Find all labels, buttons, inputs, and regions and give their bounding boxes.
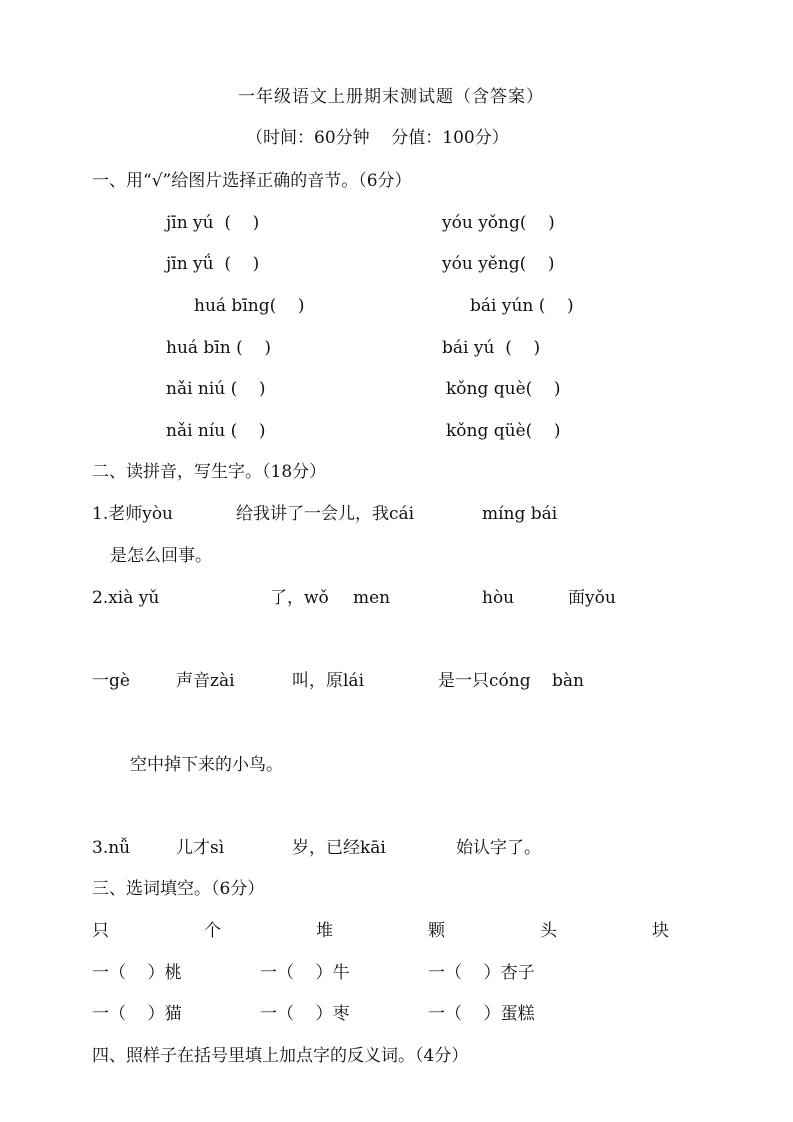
question-1-text: míng bái — [482, 504, 558, 524]
section-2-heading: 二、读拼音，写生字。（18分） — [92, 462, 327, 482]
pinyin-option: jīn yǘ ( ) — [166, 254, 260, 274]
section-4-heading: 四、照样子在括号里填上加点字的反义词。（4分） — [92, 1046, 469, 1066]
pinyin-option: huá bīng( ) — [194, 296, 305, 316]
pinyin-option: nǎi níu ( ) — [166, 421, 266, 441]
pinyin-option: yóu yěng( ) — [442, 254, 555, 274]
section-1-heading: 一、用“√”给图片选择正确的音节。（6分） — [92, 171, 412, 191]
word-choice: 只 — [92, 921, 109, 941]
fill-blank-item: 一（ ）桃 — [92, 963, 182, 983]
question-3-text: 儿才sì — [176, 838, 225, 858]
question-2-text: hòu — [482, 588, 515, 608]
fill-blank-item: 一（ ）猫 — [92, 1004, 182, 1024]
page-title: 一年级语文上册期末测试题（含答案） — [238, 87, 544, 107]
question-1-text: 1.老师yòu — [92, 504, 174, 524]
pinyin-option: nǎi niú ( ) — [166, 379, 266, 399]
question-2-text: 一gè — [92, 671, 130, 691]
question-2-text: 是一只cóng — [438, 671, 531, 691]
fill-blank-item: 一（ ）牛 — [260, 963, 350, 983]
question-1-text: 是怎么回事。 — [110, 546, 212, 566]
word-choice: 颗 — [428, 921, 445, 941]
section-3-heading: 三、选词填空。（6分） — [92, 879, 265, 899]
pinyin-option: kǒng què( ) — [446, 379, 561, 399]
question-3-text: 岁，已经kāi — [292, 838, 386, 858]
question-2-text: bàn — [552, 671, 584, 691]
word-choice: 堆 — [316, 921, 333, 941]
fill-blank-item: 一（ ）杏子 — [428, 963, 535, 983]
question-2-text: 了，wǒ — [270, 588, 329, 608]
pinyin-option: huá bīn ( ) — [166, 338, 271, 358]
word-choice: 头 — [540, 921, 557, 941]
question-2-text: 空中掉下来的小鸟。 — [130, 755, 283, 775]
fill-blank-item: 一（ ）枣 — [260, 1004, 350, 1024]
question-2-text: men — [353, 588, 391, 608]
question-2-text: 叫，原lái — [292, 671, 365, 691]
pinyin-option: bái yún ( ) — [470, 296, 574, 316]
question-3-text: 3.nǚ — [92, 838, 131, 858]
exam-info: （时间：60分钟 分值：100分） — [246, 128, 509, 148]
question-2-text: 面yǒu — [568, 588, 616, 608]
question-1-text: 给我讲了一会儿，我cái — [236, 504, 415, 524]
fill-blank-item: 一（ ）蛋糕 — [428, 1004, 535, 1024]
word-choice: 个 — [204, 921, 221, 941]
pinyin-option: yóu yǒng( ) — [442, 213, 555, 233]
question-2-text: 2.xià yǔ — [92, 588, 160, 608]
pinyin-option: kǒng qüè( ) — [446, 421, 561, 441]
word-choice: 块 — [652, 921, 669, 941]
question-2-text: 声音zài — [176, 671, 235, 691]
question-3-text: 始认字了。 — [456, 838, 541, 858]
pinyin-option: bái yú ( ) — [442, 338, 541, 358]
pinyin-option: jīn yú ( ) — [166, 213, 260, 233]
